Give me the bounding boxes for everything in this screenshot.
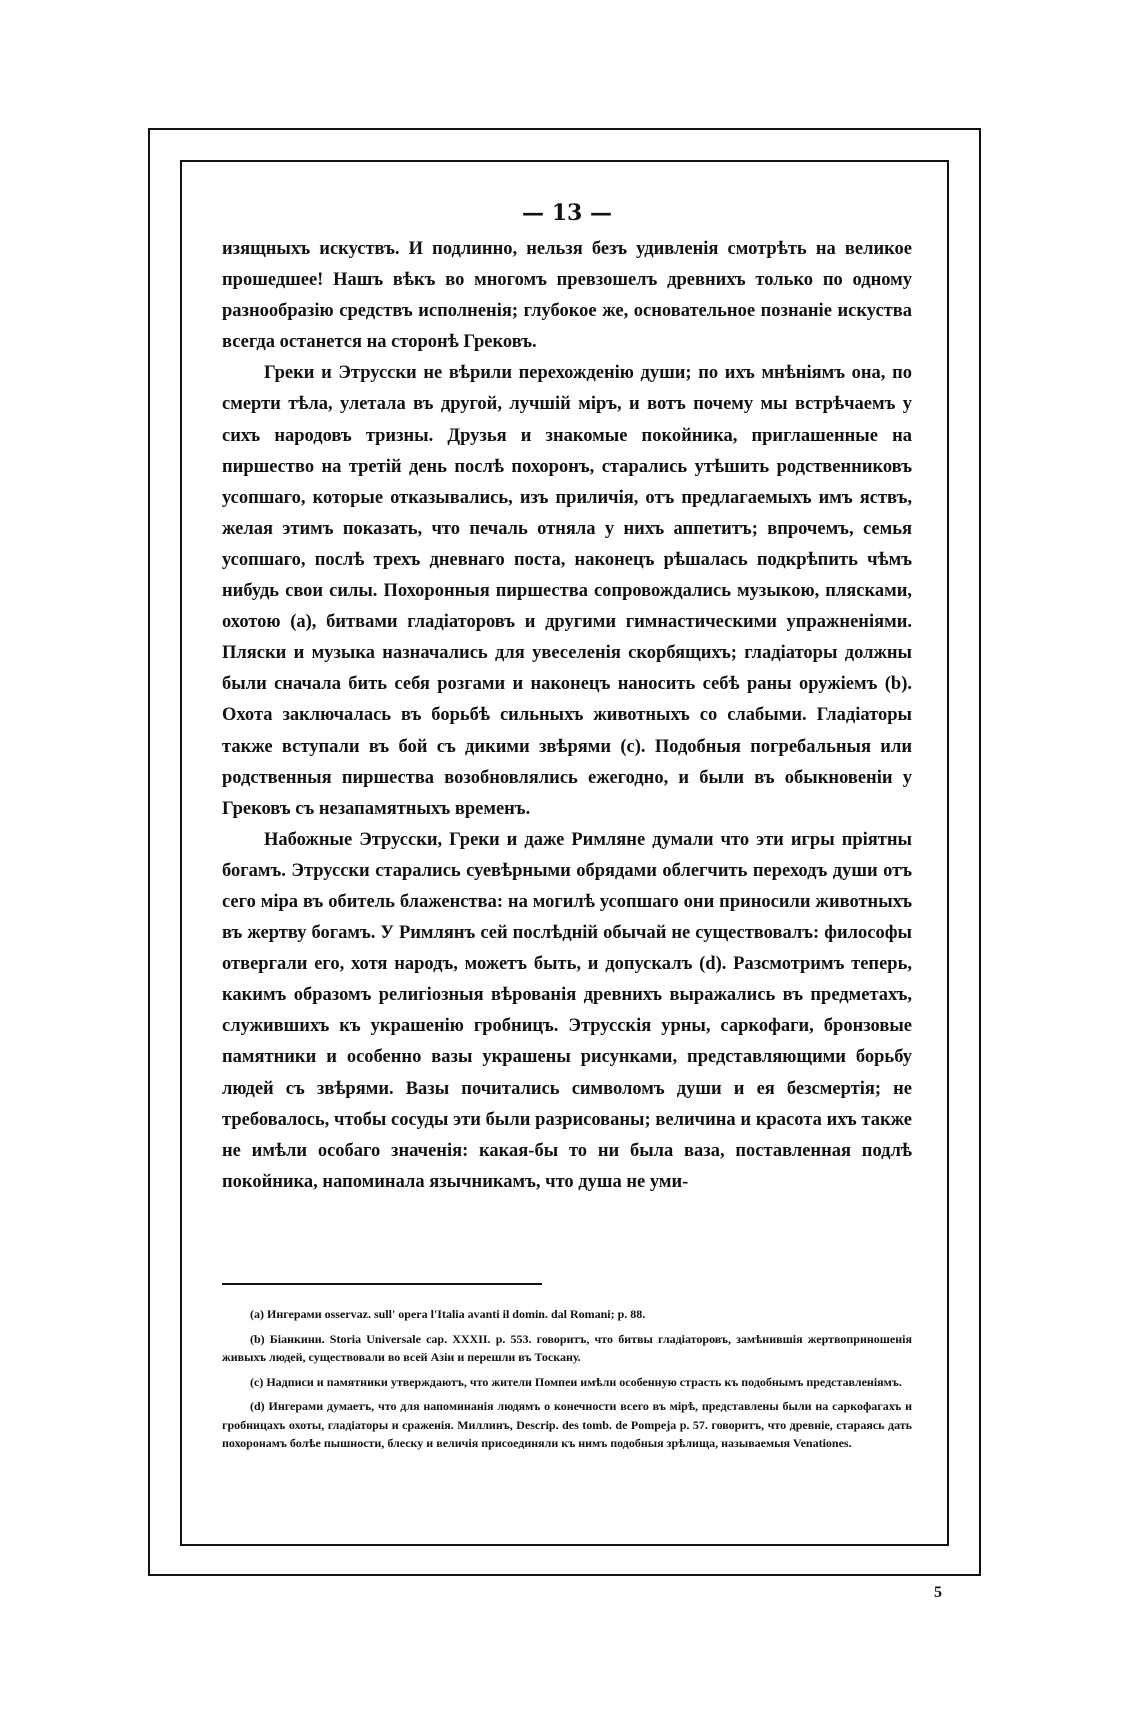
footnote-d: (d) Ингерами думаетъ, что для напоминанія людямъ о конечности всего въ мірѣ, представлены были на саркофагахъ и гробницахъ охоты, гладіаторы и сраженія. Миллинъ, Descrip. des tomb. de Pompeja p. 57. говоритъ, что древніе, стараясь дать похоронамъ болѣе пышности, блеску и величія присоединяли къ нимъ подобныя зрѣлища, называемыя Venationes.: [222, 1399, 912, 1450]
page-number: — 13 —: [522, 200, 612, 226]
sheet-number: 5: [934, 1584, 942, 1601]
paragraph-1: изящныхъ искуствъ. И подлинно, нельзя безъ удивленія смотрѣть на великое прошедшее! Нашъ вѣкъ во многомъ превзошелъ древнихъ только по одному разнообразію средствъ исполненія; глубокое же, основательное познаніе искуства всегда останется на сторонѣ Грековъ.: [222, 239, 912, 353]
paragraph-3: Набожные Этрусски, Греки и даже Римляне думали что эти игры пріятны богамъ. Этрусски старались суевѣрными обрядами облегчить переходъ души отъ сего міра въ обитель блаженства: на могилѣ усопшаго они приносили животныхъ въ жертву богамъ. У Римлянъ сей послѣдній обычай не существовалъ: философы отвергали его, хотя народъ, можетъ быть, и допускалъ (d). Разсмотримъ теперь, какимъ образомъ религіозныя вѣрованія древнихъ выражались въ предметахъ, служившихъ къ украшенію гробницъ. Этрусскія урны, саркофаги, бронзовые памятники и особенно вазы украшены рисунками, представляющими борьбу людей съ звѣрями. Вазы почитались символомъ души и ея безсмертія; не требовалось, чтобы сосуды эти были разрисованы; величина и красота ихъ также не имѣли особаго значенія: какая-бы то ни была ваза, поставленная подлѣ покойника, напоминала язычникамъ, что душа не уми-: [222, 829, 912, 1192]
footnote-c: (c) Надписи и памятники утверждаютъ, что жители Помпеи имѣли особенную страсть къ подобнымъ представленіямъ.: [250, 1374, 902, 1389]
footnote-b: (b) Біанкини. Storia Universale cap. XXXII. p. 553. говоритъ, что битвы гладіаторовъ, замѣнившія жертвоприношенія живыхъ людей, существовали во всей Азіи и перешли въ Тоскану.: [222, 1331, 912, 1364]
page-body: [222, 198, 912, 1198]
footnote-a: (a) Ингерами osservaz. sull' opera l'Italia avanti il domin. dal Romani; p. 88.: [250, 1307, 646, 1321]
footnotes: [222, 1305, 912, 1459]
paragraph-2: Греки и Этрусски не вѣрили перехожденію души; по ихъ мнѣніямъ она, по смерти тѣла, улетала въ другой, лучшій міръ, и вотъ почему мы встрѣчаемъ у сихъ народовъ тризны. Друзья и знакомые покойника, приглашенные на пиршество на третій день послѣ похоронъ, старались утѣшить родственниковъ усопшаго, которые отказывались, изъ приличія, отъ предлагаемыхъ имъ яствъ, желая этимъ показать, что печаль отняла у нихъ аппетитъ; впрочемъ, семья усопшаго, послѣ трехъ дневнаго поста, наконецъ рѣшалась подкрѣпить чѣмъ нибудь свои силы. Похоронныя пиршества сопровождались музыкою, плясками, охотою (a), битвами гладіаторовъ и другими гимнастическими упражненіями. Пляски и музыка назначались для увеселенія скорбящихъ; гладіаторы должны были сначала бить себя розгами и наконецъ наносить себѣ раны оружіемъ (b). Охота заключалась въ борьбѣ сильныхъ животныхъ со слабыми. Гладіаторы также вступали въ бой съ дикими звѣрями (c). Подобныя погребальныя или родственныя пиршества возобновлялись ежегодно, и были въ обыкновеніи у Грековъ съ незапамятныхъ временъ.: [222, 363, 912, 819]
footnote-divider: [222, 1283, 542, 1285]
